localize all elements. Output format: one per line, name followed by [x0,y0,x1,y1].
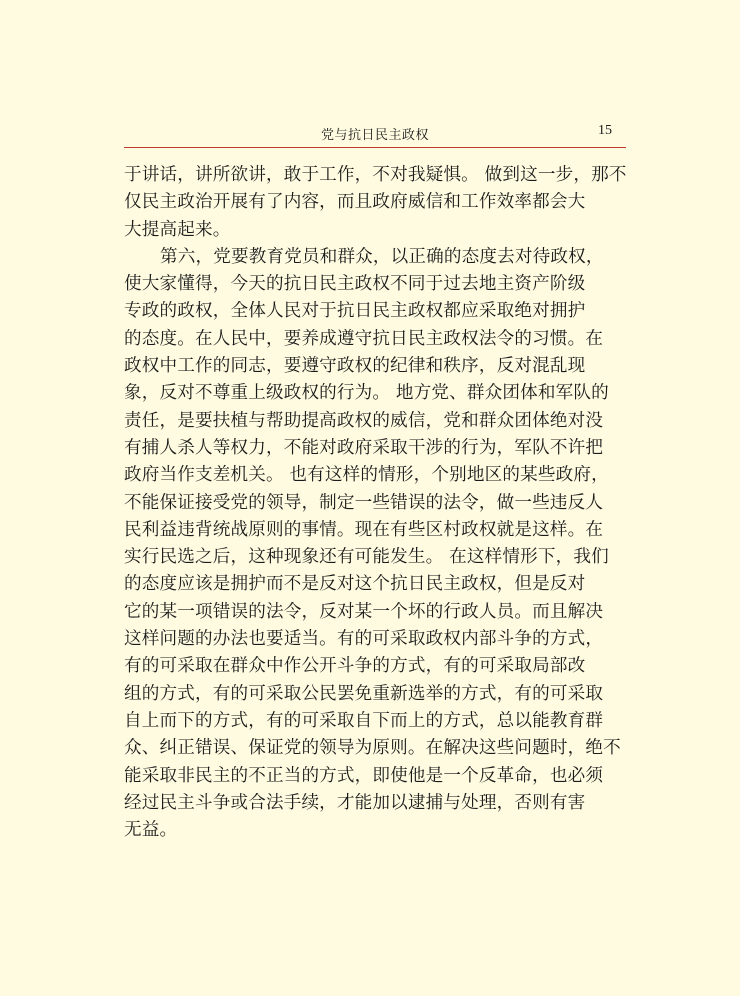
text-line: 象，反对不尊重上级政权的行为。 地方党、群众团体和军队的 [124,383,609,404]
text-line: 众、纠正错误、保证党的领导为原则。在解决这些问题时，绝不 [124,738,621,759]
text-line: 组的方式，有的可采取公民罢免重新选举的方式，有的可采取 [124,683,604,704]
text-line: 不能保证接受党的领导，制定一些错误的法令，做一些违反人 [124,492,604,513]
text-line: 政权中工作的同志，要遵守政权的纪律和秩序，反对混乱现 [124,356,586,377]
paragraph-start-line: 第六，党要教育党员和群众，以正确的态度去对待政权， [160,246,604,267]
text-line: 自上而下的方式，有的可采取自下而上的方式，总以能教育群 [124,710,604,731]
text-line: 能采取非民主的不正当的方式，即使他是一个反革命，也必须 [124,765,604,786]
text-line: 于讲话，讲所欲讲，敢于工作，不对我疑惧。 做到这一步，那不 [124,165,627,185]
text-line: 的态度。在人民中，要养成遵守抗日民主政权法令的习惯。在 [124,328,604,349]
text-line: 民利益违背统战原则的事情。现在有些区村政权就是这样。在 [124,519,604,540]
running-header [124,120,626,148]
text-line: 它的某一项错误的法令，反对某一个坏的行政人员。而且解决 [124,601,604,622]
text-line: 有的可采取在群众中作公开斗争的方式，有的可采取局部改 [124,656,586,677]
text-line: 专政的政权，全体人民对于抗日民主政权都应采取绝对拥护 [124,301,586,322]
text-line: 政府当作支差机关。 也有这样的情形，个别地区的某些政府， [124,465,609,486]
text-line: 经过民主斗争或合法手续，才能加以逮捕与处理，否则有害 [124,792,586,813]
body-text [124,162,632,844]
text-line: 仅民主政治开展有了内容，而且政府威信和工作效率都会大 [124,192,586,213]
text-line: 无益。 [124,820,178,841]
running-title: 党与抗日民主政权 [320,128,429,143]
text-line: 有捕人杀人等权力，不能对政府采取干涉的行为，军队不许把 [124,437,604,458]
text-line: 大提高起来。 [124,219,231,240]
text-line: 这样问题的办法也要适当。有的可采取政权内部斗争的方式， [124,629,604,650]
text-line: 实行民选之后，这种现象还有可能发生。 在这样情形下，我们 [124,547,609,568]
text-line: 使大家懂得，今天的抗日民主政权不同于过去地主资产阶级 [124,274,586,295]
page-number: 15 [598,123,612,138]
header-rule [124,147,626,148]
text-line: 的态度应该是拥护而不是反对这个抗日民主政权，但是反对 [124,574,586,595]
text-line: 责任，是要扶植与帮助提高政权的威信，党和群众团体绝对没 [124,410,604,431]
